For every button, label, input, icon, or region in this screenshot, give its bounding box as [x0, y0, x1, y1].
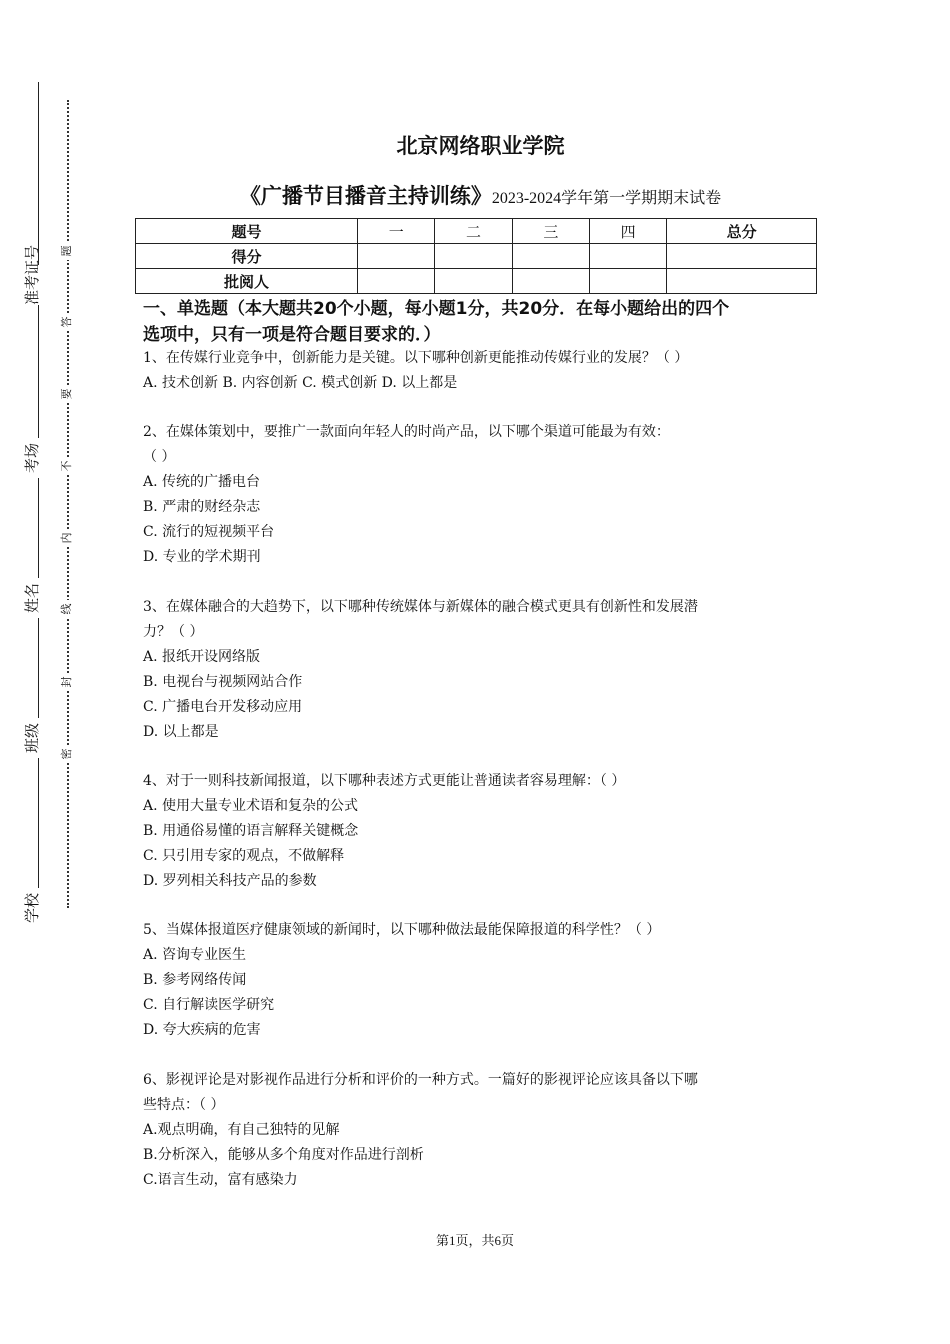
term-info: 2023-2024学年第一学期期末试卷 — [491, 190, 722, 207]
option-c: C.语言生动，富有感染力 — [143, 1172, 298, 1188]
class-label: 班级 — [12, 718, 52, 758]
student-name-label: 姓名 — [12, 578, 52, 618]
question-stem: 3、在媒体融合的大趋势下，以下哪种传统媒体与新媒体的融合模式更具有创新性和发展潜 — [143, 599, 698, 615]
reviewer-row-label: 批阅人 — [136, 269, 358, 294]
exam-title — [143, 180, 818, 210]
option-a: A. 传统的广播电台 — [143, 474, 261, 490]
question-stem: 4、对于一则科技新闻报道，以下哪种表述方式更能让普通读者容易理解：（ ） — [143, 773, 626, 789]
option-b: B. 电视台与视频网站合作 — [143, 674, 303, 690]
reviewer-cell[interactable] — [667, 269, 817, 294]
seal-char: 不 — [58, 457, 76, 475]
question-2 — [143, 420, 818, 570]
option-c: C. 只引用专家的观点，不做解释 — [143, 848, 345, 864]
score-row — [136, 244, 817, 269]
option-c: C. 流行的短视频平台 — [143, 524, 275, 540]
score-header-cell: 二 — [435, 219, 512, 244]
question-options: A. 技术创新 B. 内容创新 C. 模式创新 D. 以上都是 — [143, 375, 458, 391]
option-b: B. 参考网络传闻 — [143, 972, 247, 988]
option-b: B. 用通俗易懂的语言解释关键概念 — [143, 823, 359, 839]
score-cell[interactable] — [667, 244, 817, 269]
question-6 — [143, 1068, 818, 1193]
seal-char: 线 — [58, 600, 76, 618]
question-stem: 1、在传媒行业竞争中，创新能力是关键。以下哪种创新更能推动传媒行业的发展？（ ） — [143, 350, 689, 366]
binding-margin — [0, 0, 100, 1344]
seal-dotted-line — [67, 100, 69, 908]
score-cell[interactable] — [358, 244, 435, 269]
seal-char: 封 — [58, 673, 76, 691]
score-table-header-row — [136, 219, 817, 244]
option-a: A. 报纸开设网络版 — [143, 649, 261, 665]
binding-line — [38, 82, 39, 922]
score-header-cell: 一 — [358, 219, 435, 244]
option-a: A. 使用大量专业术语和复杂的公式 — [143, 798, 359, 814]
question-stem: 6、影视评论是对影视作品进行分析和评价的一种方式。一篇好的影视评论应该具备以下哪 — [143, 1072, 698, 1088]
question-stem: （ ） — [143, 449, 176, 465]
reviewer-cell[interactable] — [435, 269, 512, 294]
question-stem: 5、当媒体报道医疗健康领域的新闻时，以下哪种做法最能保障报道的科学性？（ ） — [143, 922, 661, 938]
option-d: D. 以上都是 — [143, 724, 219, 740]
exam-number-label: 准考证号 — [12, 265, 52, 305]
score-header-cell: 四 — [589, 219, 666, 244]
question-stem: 2、在媒体策划中，要推广一款面向年轻人的时尚产品，以下哪个渠道可能最为有效： — [143, 424, 670, 440]
option-b: B. 严肃的财经杂志 — [143, 499, 261, 515]
question-3 — [143, 595, 818, 745]
score-table — [135, 218, 817, 294]
seal-char: 题 — [58, 242, 76, 260]
option-a: A.观点明确，有自己独特的见解 — [143, 1122, 340, 1138]
option-c: C. 自行解读医学研究 — [143, 997, 275, 1013]
question-4 — [143, 769, 818, 894]
course-title: 《广播节目播音主持训练》 — [239, 184, 492, 208]
score-header-cell: 三 — [512, 219, 589, 244]
score-cell[interactable] — [512, 244, 589, 269]
section-heading-line: 选项中，只有一项是符合题目要求的．） — [143, 325, 441, 345]
reviewer-cell[interactable] — [512, 269, 589, 294]
question-5 — [143, 918, 818, 1043]
school-name: 北京网络职业学院 — [396, 134, 565, 158]
option-a: A. 咨询专业医生 — [143, 947, 247, 963]
page-footer: 第1页，共6页 — [435, 1233, 514, 1248]
option-b: B.分析深入，能够从多个角度对作品进行剖析 — [143, 1147, 424, 1163]
score-cell[interactable] — [589, 244, 666, 269]
seal-char: 答 — [58, 313, 76, 331]
section-heading — [143, 296, 818, 348]
reviewer-cell[interactable] — [358, 269, 435, 294]
seal-char: 内 — [58, 529, 76, 547]
option-d: D. 罗列相关科技产品的参数 — [143, 873, 317, 889]
section-heading-line: 一、单选题（本大题共20个小题，每小题1分，共20分．在每小题给出的四个 — [143, 299, 730, 319]
school-label: 学校 — [12, 888, 52, 928]
reviewer-cell[interactable] — [589, 269, 666, 294]
reviewer-row — [136, 269, 817, 294]
question-stem: 些特点：（ ） — [143, 1097, 225, 1113]
question-stem: 力？（ ） — [143, 624, 204, 640]
exam-room-label: 考场 — [12, 438, 52, 478]
score-row-label: 得分 — [136, 244, 358, 269]
question-1 — [143, 346, 818, 396]
option-c: C. 广播电台开发移动应用 — [143, 699, 303, 715]
score-header-cell: 总分 — [667, 219, 817, 244]
option-d: D. 专业的学术期刊 — [143, 549, 261, 565]
score-cell[interactable] — [435, 244, 512, 269]
seal-char: 要 — [58, 385, 76, 403]
seal-char: 密 — [58, 745, 76, 763]
option-d: D. 夸大疾病的危害 — [143, 1022, 261, 1038]
score-header-cell: 题号 — [136, 219, 358, 244]
